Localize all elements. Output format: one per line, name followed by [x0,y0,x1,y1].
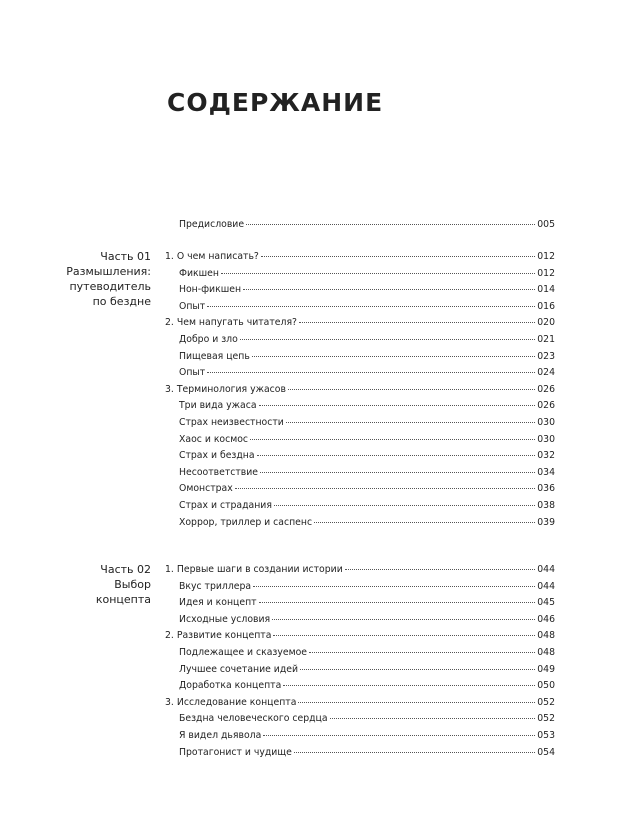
toc-entry-label: Исследование концепта [176,696,297,708]
toc-chapter [165,563,555,577]
toc-entry-page: 044 [537,580,555,592]
toc-entry [179,596,555,610]
dot-leader [259,601,536,603]
toc-entry-page: 032 [537,450,555,462]
toc-entry-page: 005 [537,219,555,230]
toc-entry-page: 012 [537,267,555,279]
dot-leader [298,701,535,703]
dot-leader [240,338,535,340]
toc-entry-label: Предисловие [179,219,245,230]
toc-entry-label: Бездна человеческого сердца [179,713,328,725]
toc-entry-label: Доработка концепта [179,680,282,692]
toc-entry-label: Фикшен [179,267,219,279]
toc-entry-preface [179,218,555,232]
toc-entry-label: Хаос и космос [179,433,249,445]
toc-entry-page: 023 [537,350,555,362]
toc-entry-label: Первые шаги в создании истории [176,564,343,575]
toc-entry [179,449,555,463]
toc-entry [179,399,555,413]
dot-leader [246,223,535,225]
toc-entry-label: Нон-фикшен [179,284,242,296]
toc-entry-label: Страх неизвестности [179,417,284,428]
toc-chapter [165,383,555,397]
toc-entry-page: 052 [537,713,555,725]
toc-entry [179,679,555,693]
toc-entry-page: 050 [537,680,555,692]
toc-entry-page: 030 [537,433,555,445]
toc-entry-label: Опыт [179,367,206,379]
part-heading [66,249,151,309]
part-title-line: Выбор [114,578,151,591]
toc-entry-page: 048 [537,630,555,642]
toc-entry [179,516,555,530]
toc-entry-label: Я видел дьявола [179,730,262,741]
toc-entry-label: Вкус триллера [179,580,252,592]
toc-chapter-number: 2. [165,630,174,642]
toc-entry [179,283,555,297]
dot-leader [286,421,535,423]
part-title-line: Размышления: [66,265,151,278]
toc-entry-page: 044 [537,564,555,575]
toc-entry-label: Чем напугать читателя? [176,317,297,329]
toc-entry-page: 039 [537,516,555,528]
toc-chapter [165,250,555,264]
part-heading [96,562,151,607]
toc-chapter [165,629,555,643]
dot-leader [314,521,535,523]
toc-entry-label: Страх и бездна [179,450,255,462]
toc-entry [179,613,555,627]
dot-leader [221,272,535,274]
dot-leader [294,751,535,753]
toc-entry [179,366,555,380]
dot-leader [259,404,536,406]
toc-entry-label: Лучшее сочетание идей [179,663,299,675]
toc-entry-page: 016 [537,300,555,312]
toc-entry-page: 038 [537,500,555,511]
dot-leader [207,371,535,373]
toc-entry [179,482,555,496]
page-title: СОДЕРЖАНИЕ [167,88,384,117]
toc-entry-page: 052 [537,696,555,708]
dot-leader [257,454,536,456]
toc-entry [179,712,555,726]
toc-entry-page: 034 [537,466,555,478]
toc-entry [179,350,555,364]
toc-entry-label: Омонстрах [179,483,233,495]
toc-chapter-number: 3. [165,383,174,395]
toc-entry-page: 024 [537,367,555,379]
toc-entry-page: 049 [537,663,555,675]
dot-leader [260,471,535,473]
toc-entry [179,499,555,513]
toc-entry-label: Три вида ужаса [179,400,257,412]
toc-entry [179,267,555,281]
dot-leader [309,651,535,653]
dot-leader [283,684,535,686]
toc-entry-label: Хоррор, триллер и саспенс [179,516,313,528]
dot-leader [235,487,536,489]
toc-entry [179,580,555,594]
dot-leader [261,255,535,257]
part-title-line: по бездне [92,295,151,308]
toc-entry-label: Несоответствие [179,466,258,478]
toc-entry [179,729,555,743]
toc-entry [179,433,555,447]
toc-entry [179,746,555,760]
toc-entry [179,333,555,347]
dot-leader [300,668,535,670]
dot-leader [272,618,535,620]
toc-entry-page: 053 [537,730,555,741]
toc-entry-page: 014 [537,284,555,296]
toc-entry-label: Терминология ужасов [176,383,286,395]
toc-chapter-number: 2. [165,317,174,329]
dot-leader [250,438,535,440]
toc-entry [179,663,555,677]
dot-leader [273,634,535,636]
toc-entry [179,466,555,480]
toc-entry-page: 046 [537,613,555,625]
dot-leader [252,355,535,357]
part-label: Часть 01 [100,250,151,263]
toc-entry-page: 048 [537,647,555,658]
toc-entry-page: 036 [537,483,555,495]
dot-leader [243,288,535,290]
toc-chapter [165,316,555,330]
dot-leader [263,734,535,736]
toc-entry-page: 021 [537,334,555,345]
toc-entry-label: Идея и концепт [179,597,257,609]
toc-entry-page: 012 [537,251,555,262]
part-label: Часть 02 [100,563,151,576]
toc-entry-label: Протагонист и чудище [179,746,292,758]
toc-entry-label: Страх и страдания [179,500,272,511]
toc-entry-label: Пищевая цепь [179,350,250,362]
toc-entry-page: 030 [537,417,555,428]
toc-entry-label: Исходные условия [179,613,271,625]
toc-entry-page: 026 [537,383,555,395]
toc-entry-label: Развитие концепта [176,630,272,642]
toc-entry-page: 045 [537,597,555,609]
part-title-line: путеводитель [69,280,151,293]
toc-chapter-number: 1. [165,251,174,262]
toc-chapter [165,696,555,710]
toc-entry-page: 026 [537,400,555,412]
toc-entry [179,416,555,430]
dot-leader [299,321,535,323]
dot-leader [330,717,536,719]
toc-entry [179,300,555,314]
dot-leader [345,568,536,570]
dot-leader [288,388,535,390]
dot-leader [207,305,535,307]
dot-leader [253,585,535,587]
toc-entry-label: О чем написать? [176,251,259,262]
toc-entry-page: 020 [537,317,555,329]
toc-chapter-number: 1. [165,564,174,575]
dot-leader [274,504,535,506]
toc-entry-page: 054 [537,746,555,758]
toc-entry-label: Добро и зло [179,334,238,345]
toc-chapter-number: 3. [165,696,174,708]
toc-entry [179,646,555,660]
part-title-line: концепта [95,593,151,606]
toc-entry-label: Подлежащее и сказуемое [179,647,308,658]
toc-entry-label: Опыт [179,300,206,312]
